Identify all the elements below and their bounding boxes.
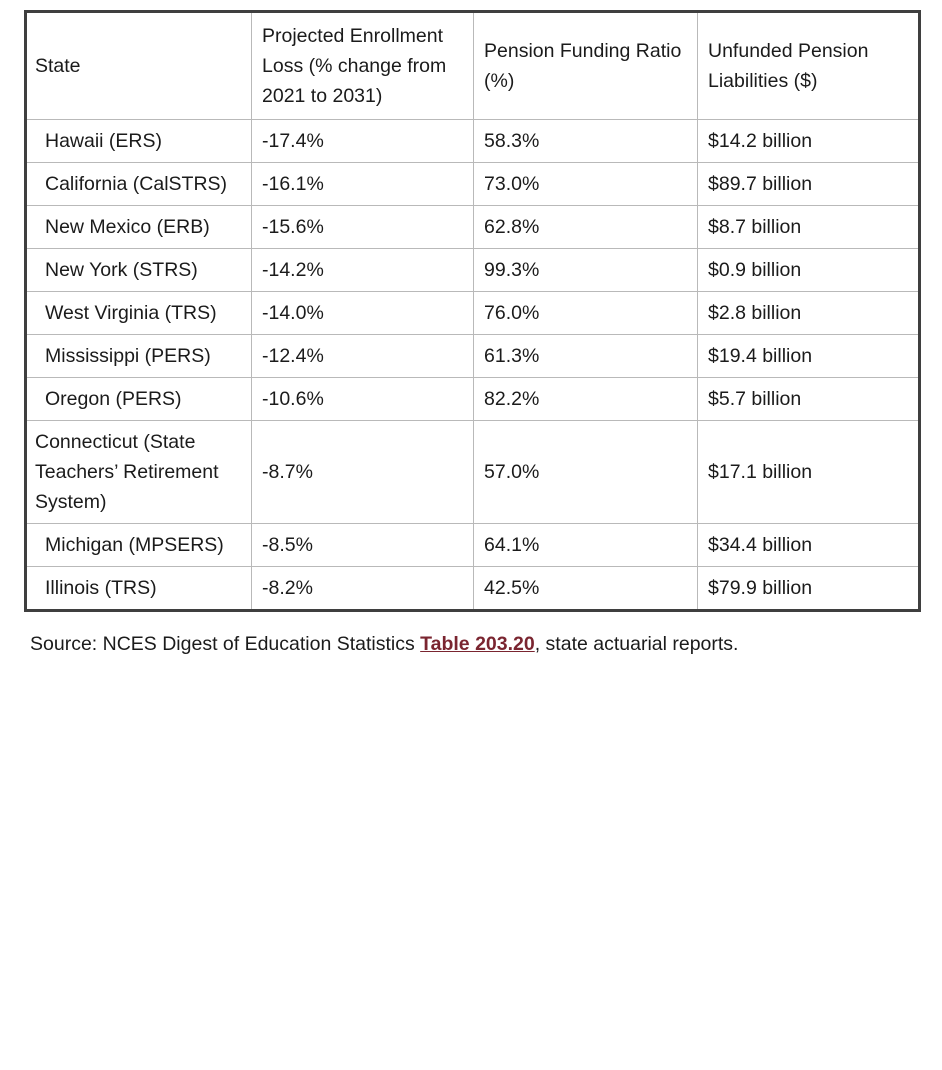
cell-state: Oregon (PERS) <box>26 378 252 421</box>
source-note-suffix: , state actuarial reports. <box>534 633 739 655</box>
source-note <box>24 626 910 663</box>
table-row <box>26 292 920 335</box>
cell-funding-ratio: 57.0% <box>474 421 698 524</box>
table-row <box>26 421 920 524</box>
cell-unfunded-liabilities: $79.9 billion <box>698 567 920 611</box>
table-row <box>26 335 920 378</box>
table-row <box>26 567 920 611</box>
cell-unfunded-liabilities: $89.7 billion <box>698 163 920 206</box>
cell-state: New Mexico (ERB) <box>26 206 252 249</box>
cell-enrollment-loss: -17.4% <box>252 120 474 163</box>
cell-funding-ratio: 76.0% <box>474 292 698 335</box>
cell-state: Hawaii (ERS) <box>26 120 252 163</box>
column-header-funding-ratio: Pension Funding Ratio (%) <box>474 12 698 120</box>
cell-funding-ratio: 42.5% <box>474 567 698 611</box>
column-header-enrollment-loss: Projected Enrollment Loss (% change from 2021 to 2031) <box>252 12 474 120</box>
cell-unfunded-liabilities: $2.8 billion <box>698 292 920 335</box>
cell-funding-ratio: 64.1% <box>474 524 698 567</box>
cell-unfunded-liabilities: $19.4 billion <box>698 335 920 378</box>
table-row <box>26 120 920 163</box>
cell-unfunded-liabilities: $34.4 billion <box>698 524 920 567</box>
cell-state: West Virginia (TRS) <box>26 292 252 335</box>
cell-enrollment-loss: -8.5% <box>252 524 474 567</box>
cell-state: Michigan (MPSERS) <box>26 524 252 567</box>
cell-funding-ratio: 73.0% <box>474 163 698 206</box>
table-header <box>26 12 920 120</box>
cell-funding-ratio: 61.3% <box>474 335 698 378</box>
cell-unfunded-liabilities: $17.1 billion <box>698 421 920 524</box>
cell-enrollment-loss: -14.2% <box>252 249 474 292</box>
cell-state: Connecticut (State Teachers’ Retirement System) <box>26 421 252 524</box>
table-203-20-link[interactable]: Table 203.20 <box>420 633 535 655</box>
table-row <box>26 524 920 567</box>
cell-funding-ratio: 99.3% <box>474 249 698 292</box>
cell-enrollment-loss: -16.1% <box>252 163 474 206</box>
table-row <box>26 249 920 292</box>
table-row <box>26 163 920 206</box>
cell-enrollment-loss: -8.2% <box>252 567 474 611</box>
pension-enrollment-table <box>24 10 921 612</box>
cell-state: Mississippi (PERS) <box>26 335 252 378</box>
column-header-unfunded-liabilities: Unfunded Pension Liabilities ($) <box>698 12 920 120</box>
cell-unfunded-liabilities: $0.9 billion <box>698 249 920 292</box>
cell-enrollment-loss: -14.0% <box>252 292 474 335</box>
source-note-prefix: Source: NCES Digest of Education Statistics <box>30 633 421 655</box>
table-row <box>26 206 920 249</box>
cell-funding-ratio: 58.3% <box>474 120 698 163</box>
column-header-state: State <box>26 12 252 120</box>
table-row <box>26 378 920 421</box>
cell-funding-ratio: 82.2% <box>474 378 698 421</box>
cell-enrollment-loss: -12.4% <box>252 335 474 378</box>
cell-unfunded-liabilities: $8.7 billion <box>698 206 920 249</box>
cell-enrollment-loss: -10.6% <box>252 378 474 421</box>
cell-unfunded-liabilities: $5.7 billion <box>698 378 920 421</box>
cell-funding-ratio: 62.8% <box>474 206 698 249</box>
cell-enrollment-loss: -8.7% <box>252 421 474 524</box>
cell-state: California (CalSTRS) <box>26 163 252 206</box>
cell-state: New York (STRS) <box>26 249 252 292</box>
cell-enrollment-loss: -15.6% <box>252 206 474 249</box>
cell-state: Illinois (TRS) <box>26 567 252 611</box>
cell-unfunded-liabilities: $14.2 billion <box>698 120 920 163</box>
table-header-row <box>26 12 920 120</box>
table-body <box>26 120 920 611</box>
